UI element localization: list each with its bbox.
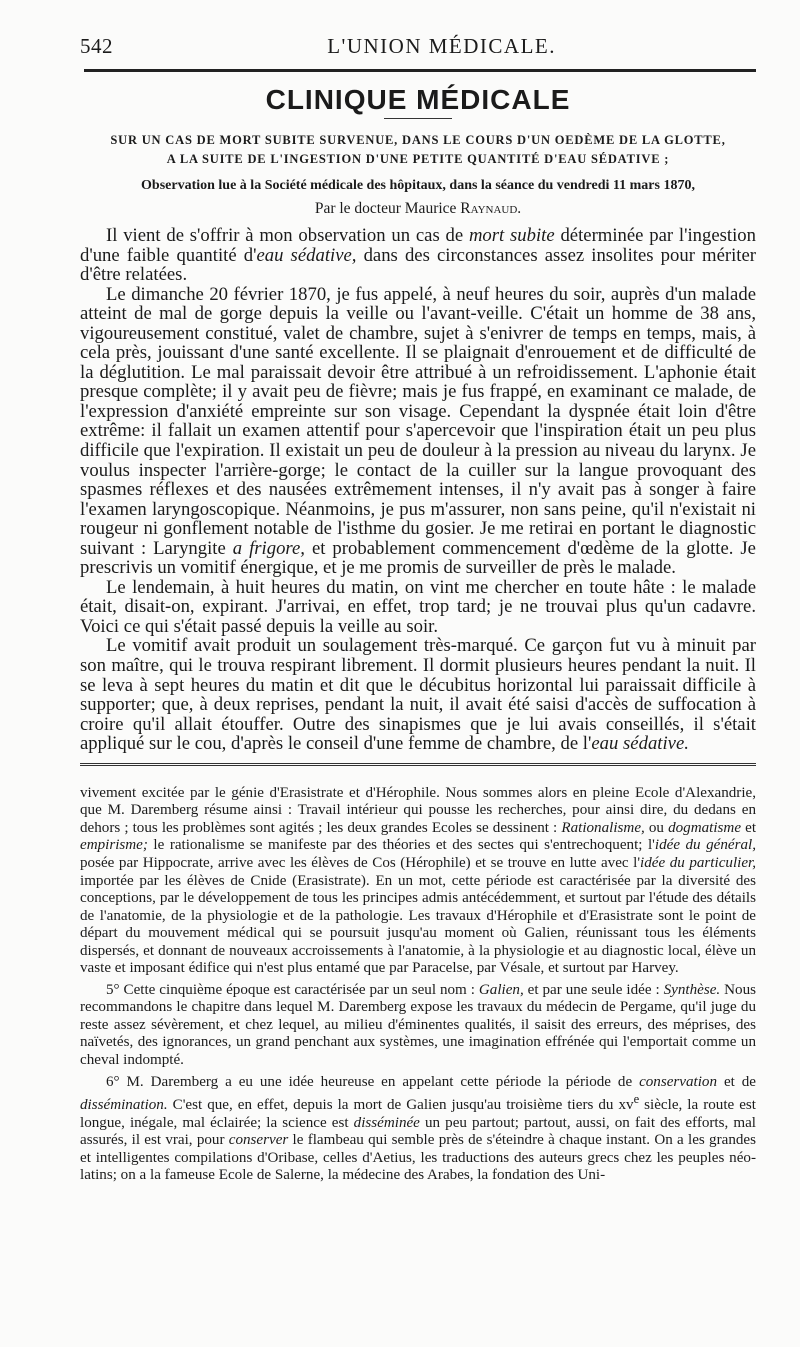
paragraph: Le vomitif avait produit un soulagement très-marqué. Ce garçon fut vu à minuit par son maître, qui le trouva respirant librement. Il dormit plusieurs heures pendant la nuit. Il se leva à sept heures du matin et dit que le décubitus horizontal lui paraissait difficile à supporter; que, à deux reprises, pendant la nuit, il avait été saisi d'accès de suffocation à croire qu'il allait étouffer. Outre des sinapismes que je lui avais conseillés, il s'était appliqué sur le cou, d'après le conseil d'une femme de chambre, de l'eau sédative. [80, 635, 756, 755]
author-line [80, 200, 756, 218]
paragraph: vivement excitée par le génie d'Erasistrate et d'Hérophile. Nous sommes alors en pleine Ecole d'Alexandrie, que M. Daremberg résume ainsi : Travail intérieur qui pousse les recherches, pour ainsi dire, du dedans en dehors ; tous les problèmes sont agités ; les deux grandes Ecoles se dessinent : Rationalisme, ou dogmatisme et empirisme; le rationalisme se manifeste par des théories et des sectes qui s'entrechoquent; l'idée du général, posée par Hippocrate, arrive avec les élèves de Cos (Hérophile) et se trouve en lutte avec l'idée du particulier, importée par les élèves de Cnide (Erasistrate). En un mot, cette période est caractérisée par la diversité des conceptions, par le développement de tous les principes admis antécédemment, et surtout par l'étude des détails de l'anatomie, de la physiologie et de la pathologie. Les travaux d'Hérophile et d'Erasistrate sont le point de départ du mouvement médical qui se poursuit jusqu'au moment où Galien, réunissant tous les éléments dispersés, et donnant de nouveaux accroissements à l'anatomie, à la physiologie et au diagnostic local, élève un vaste et imposant édifice qui n'est plus entamé que par Paracelse, par Vésale, et surtout par Harvey. [80, 784, 757, 977]
paragraph: Le dimanche 20 février 1870, je fus appelé, à neuf heures du soir, auprès d'un malade atteint de mal de gorge depuis la veille ou l'avant-veille. C'était un homme de 38 ans, vigoureusement constitué, valet de chambre, sujet à s'enivrer de temps en temps, mais, à cela près, jouissant d'une santé excellente. Il se plaignait d'enrouement et de difficulté de la déglutition. Le mal paraissait devoir être attribué à un refroidissement. L'aphonie était presque complète; il y avait peu de fièvre; mais je fus frappé, en examinant ce malade, de l'expression d'anxiété empreinte sur son visage. Cependant la dyspnée était loin d'être extrême: il fallait un examen attentif pour s'apercevoir que l'inspiration était un peu plus difficile que l'expiration. Il existait un peu de douleur à la pression au niveau du larynx. Je voulus inspecter l'arrière-gorge; le contact de la cuiller sur la langue provoquant des spasmes réflexes et des nausées extrêmement intenses, il n'y avait pas à songer à faire l'examen laryngoscopique. Néanmoins, je pus m'assurer, non sans peine, qu'il n'existait ni rougeur ni gonflement notable de l'isthme du gosier. Je me retirai en portant le diagnostic suivant : Laryngite a frigore, et probablement commencement d'œdème de la glotte. Je prescrivis un vomitif énergique, et je me promis de surveiller de près le malade. [80, 283, 756, 579]
article-subtitle [80, 131, 756, 169]
page-number: 542 [80, 34, 113, 58]
paragraph: 5° Cette cinquième époque est caractérisée par un seul nom : Galien, et par une seule idée : Synthèse. Nous recommandons le chapitre dans lequel M. Daremberg expose les travaux du médecin de Pergame, qu'il juge du reste assez sévèrement, et chez lequel, au milieu d'éminentes qualités, il saisit des erreurs, des méprises, des naïvetés, des ignorances, un grand penchant aux systèmes, une imagination effrénée qui l'emportait comme un cheval indompté. [80, 981, 756, 1068]
author-name: Raynaud. [460, 200, 522, 217]
paragraph: Le lendemain, à huit heures du matin, on vint me chercher en toute hâte : le malade était, disait-on, expirant. J'arrivai, en effet, trop tard; je ne trouvai plus qu'un cadavre. Voici ce qui s'était passé depuis la veille au soir. [80, 576, 756, 637]
header-rule [84, 69, 756, 72]
title-rule [384, 118, 452, 119]
author-prefix: Par le docteur Maurice [314, 200, 461, 217]
subtitle-line-2: A LA SUITE DE L'INGESTION D'UNE PETITE QUANTITÉ D'EAU SÉDATIVE ; [166, 152, 670, 166]
paragraph: 6° M. Daremberg a eu une idée heureuse en appelant cette période la période de conservation et de dissémination. C'est que, en effet, depuis la mort de Galien jusqu'au troisième tiers du $xv^e$ siècle, la route est longue, inégale, mal éclairée; la science est disséminée un peu partout; partout, aussi, on fait des efforts, mal assurés, il est vrai, pour conserver le flambeau qui semble près de s'éteindre à chaque instant. On a les grandes et intelligentes compilations d'Oribase, celles d'Aetius, les traductions des auteurs grecs chez les peuples néo-latins; on a la fameuse Ecole de Salerne, la médecine des Arabes, la fondation des Uni- [80, 1073, 756, 1184]
subtitle-line-1: SUR UN CAS DE MORT SUBITE SURVENUE, DANS LE COURS D'UN OEDÈME DE LA GLOTTE, [110, 133, 726, 147]
article-body [80, 226, 756, 754]
running-head [80, 0, 756, 59]
feuilleton-rule [80, 763, 756, 769]
paragraph: Il vient de s'offrir à mon observation un cas de mort subite déterminée par l'ingestion d'une faible quantité d'eau sédative, dans des circonstances assez insolites pour mériter d'être relatées. [80, 225, 756, 286]
observation-line: Observation lue à la Société médicale des hôpitaux, dans la séance du vendredi 11 mars 1870, [141, 178, 695, 193]
section-title: CLINIQUE MÉDICALE [265, 84, 571, 115]
feuilleton-text [80, 785, 756, 1185]
journal-title: L'UNION MÉDICALE. [327, 34, 556, 58]
